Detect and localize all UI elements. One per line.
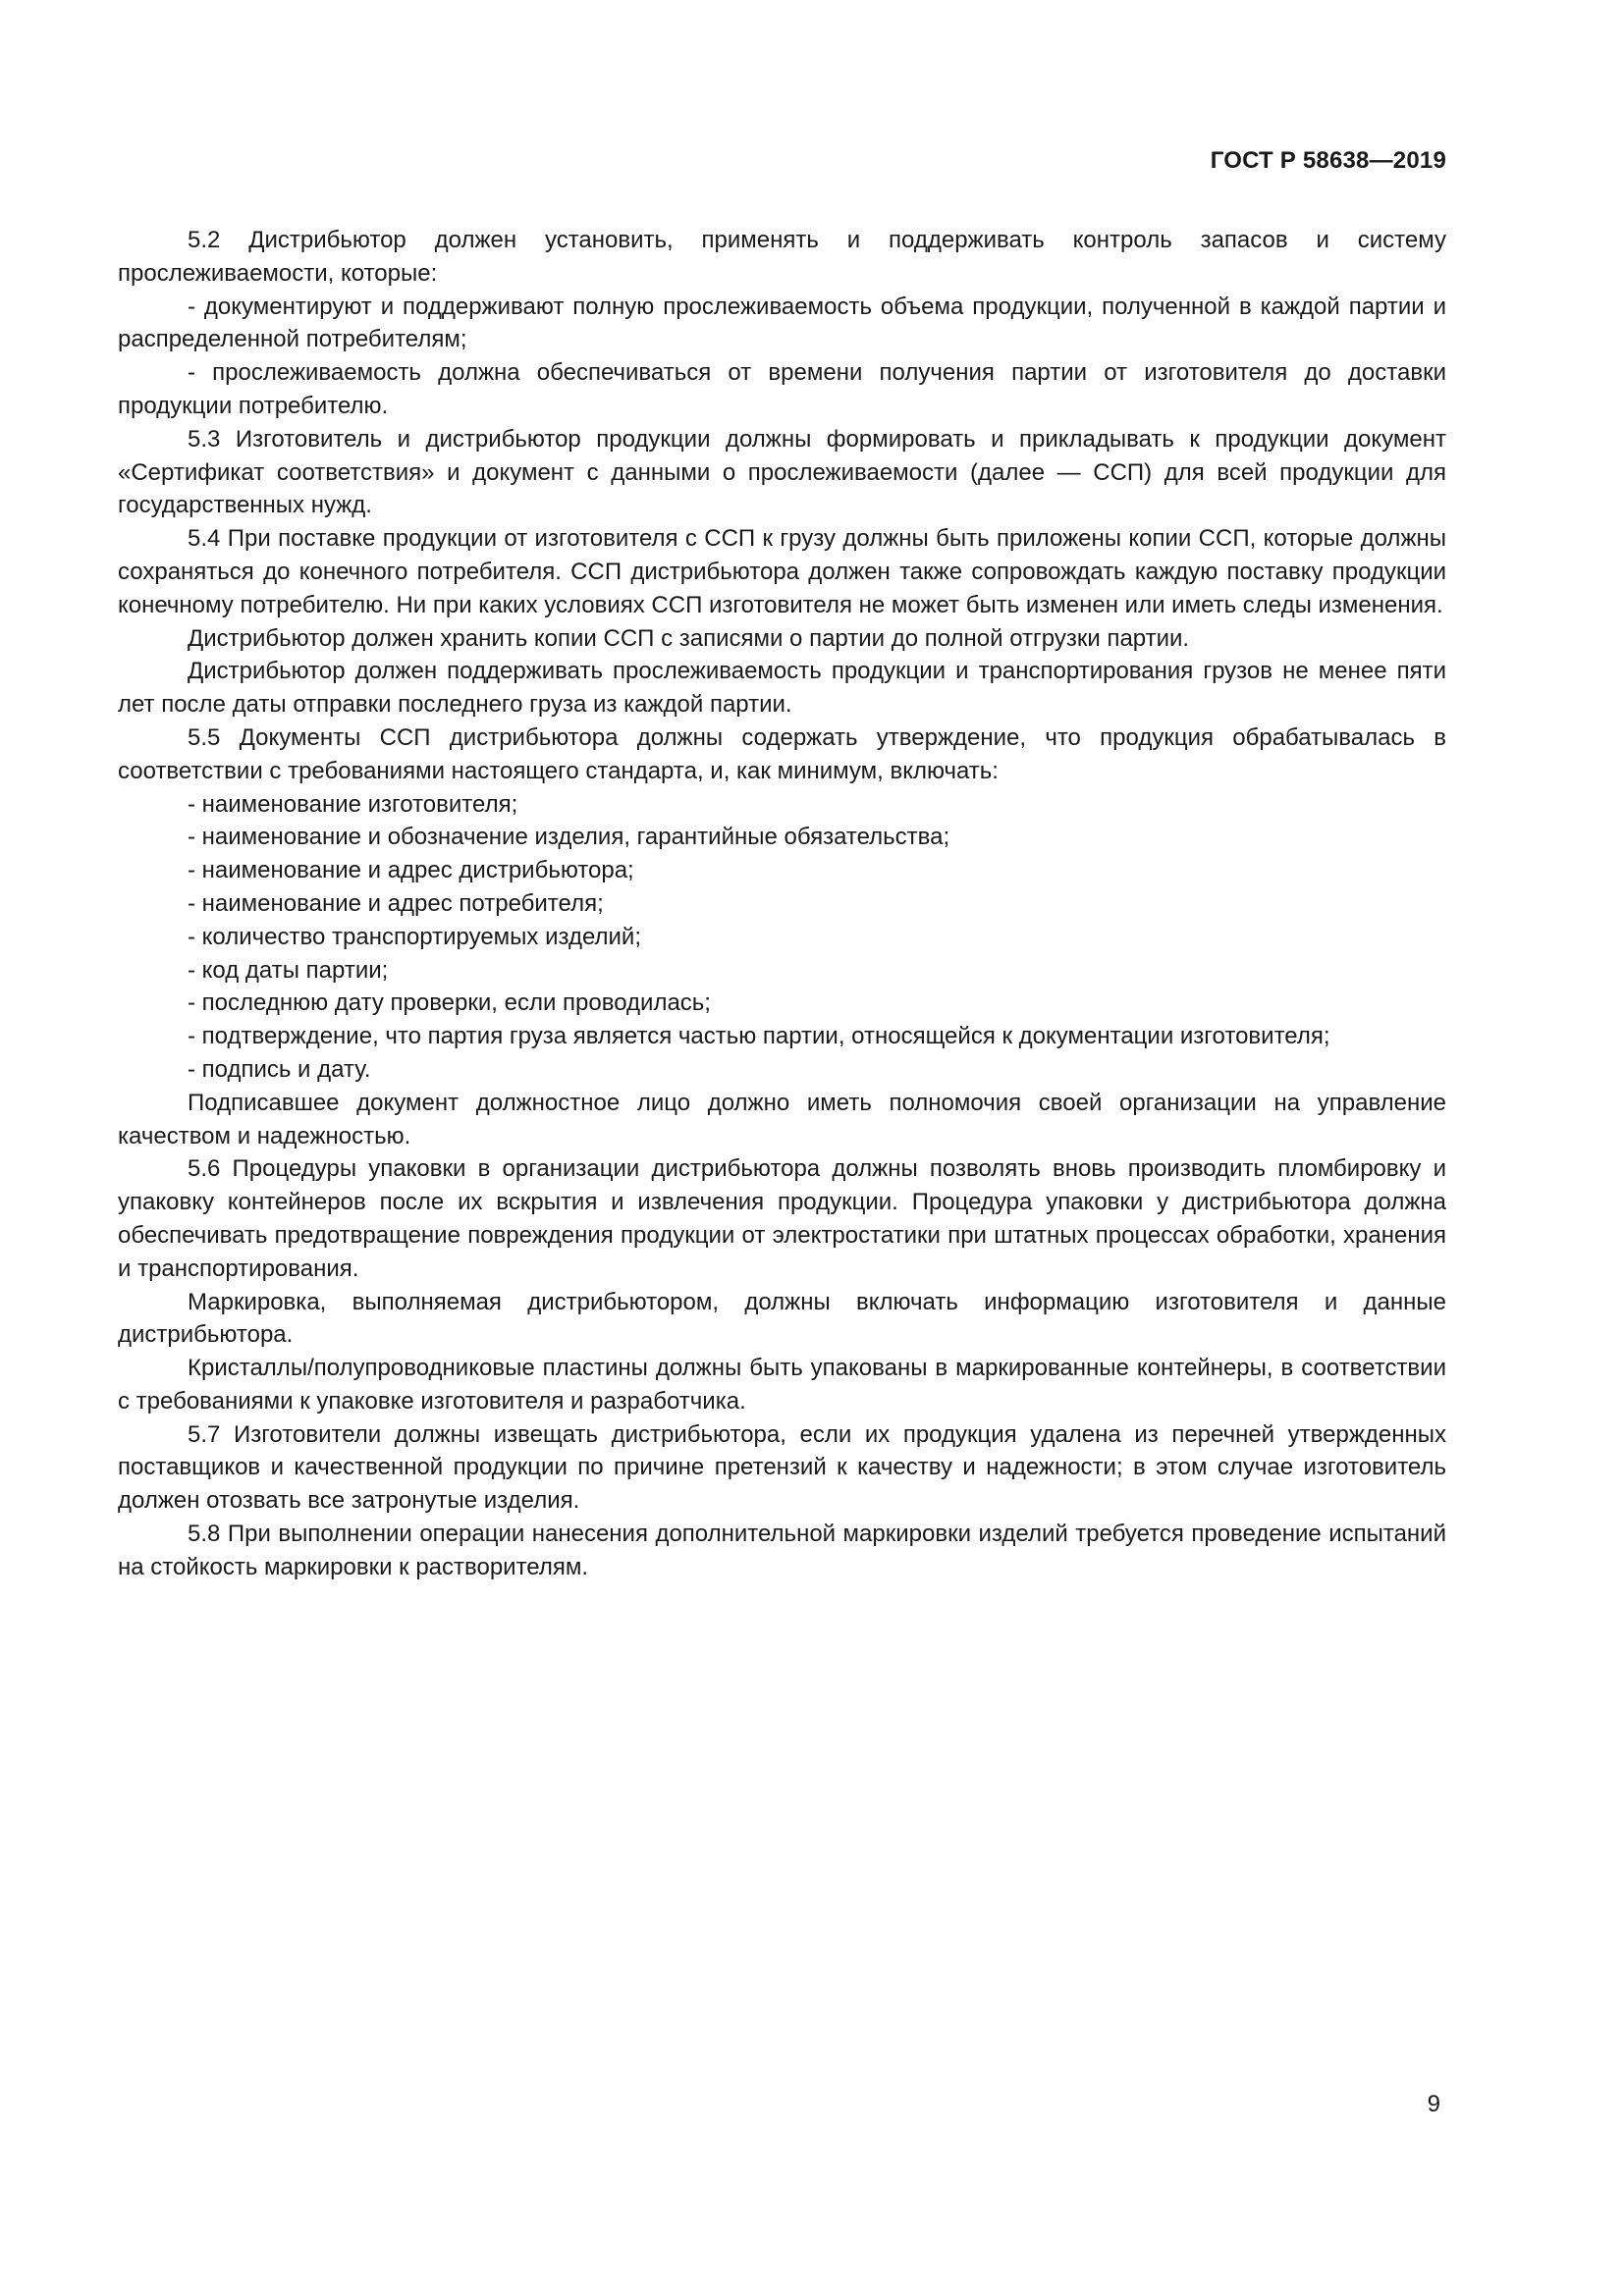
list-item: - наименование и адрес дистрибьютора; <box>188 857 634 884</box>
page-number: 9 <box>1427 2091 1440 2117</box>
list-item: - наименование и адрес потребителя; <box>188 889 604 917</box>
list-item: - прослеживаемость должна обеспечиваться от времени получения партии от изготовителя до доставки продукции потребителю. <box>118 359 1446 419</box>
paragraph: Маркировка, выполняемая дистрибьютором, должны включать информацию изготовителя и данные дистрибьютора. <box>118 1288 1446 1349</box>
paragraph: Кристаллы/полупроводниковые пластины должны быть упакованы в маркированные контейнеры, в соответствии с требованиями к упаковке изготовителя и разработчика. <box>118 1355 1446 1415</box>
paragraph-5-5: 5.5 Документы ССП дистрибьютора должны содержать утверждение, что продукция обрабатывалась в соответствии с требованиями настоящего стандарта, и, как минимум, включать: <box>118 723 1446 784</box>
paragraph-5-4: 5.4 При поставке продукции от изготовителя с ССП к грузу должны быть приложены копии ССП, которые должны сохраняться до конечного потребителя. ССП дистрибьютора должен также сопровождать каждую поставку продукции конечному потребителю. Ни при каких условиях ССП изготовителя не может быть изменен или иметь следы изменения. <box>118 525 1446 618</box>
list-item: - последнюю дату проверки, если проводилась; <box>188 989 711 1017</box>
document-header: ГОСТ Р 58638—2019 <box>1210 147 1446 174</box>
list-item: - подтверждение, что партия груза является частью партии, относящейся к документации изготовителя; <box>188 1023 1330 1050</box>
paragraph-5-2: 5.2 Дистрибьютор должен установить, применять и поддерживать контроль запасов и систему прослеживаемости, которые: <box>118 227 1446 287</box>
list-item: - код даты партии; <box>188 956 389 984</box>
paragraph-5-3: 5.3 Изготовитель и дистрибьютор продукции должны формировать и прикладывать к продукции документ «Сертификат соответствия» и документ с данными о прослеживаемости (далее — ССП) для всей продукции для государственных нужд. <box>118 425 1446 519</box>
list-item: - подпись и дату. <box>188 1055 371 1083</box>
list-item: - наименование изготовителя; <box>188 790 518 818</box>
paragraph-5-7: 5.7 Изготовители должны извещать дистрибьютора, если их продукция удалена из перечней утвержденных поставщиков и качественной продукции по причине претензий к качеству и надежности; в этом случае изготовитель должен отозвать все затронутые изделия. <box>118 1420 1446 1515</box>
document-body <box>118 224 1446 1584</box>
list-item: - наименование и обозначение изделия, гарантийные обязательства; <box>188 824 950 851</box>
paragraph-5-6: 5.6 Процедуры упаковки в организации дистрибьютора должны позволять вновь производить пломбировку и упаковку контейнеров после их вскрытия и извлечения продукции. Процедура упаковки у дистрибьютора должна обеспечивать предотвращение повреждения продукции от электростатики при штатных процессах обработки, хранения и транспортирования. <box>118 1155 1446 1282</box>
paragraph: Дистрибьютор должен поддерживать прослеживаемость продукции и транспортирования грузов не менее пяти лет после даты отправки последнего груза из каждой партии. <box>118 658 1446 719</box>
paragraph: Подписавшее документ должностное лицо должно иметь полномочия своей организации на управление качеством и надежностью. <box>118 1089 1446 1149</box>
list-item: - количество транспортируемых изделий; <box>188 923 641 950</box>
list-item: - документируют и поддерживают полную прослеживаемость объема продукции, полученной в каждой партии и распределенной потребителям; <box>118 293 1446 353</box>
paragraph: Дистрибьютор должен хранить копии ССП с записями о партии до полной отгрузки партии. <box>188 624 1190 652</box>
paragraph-5-8: 5.8 При выполнении операции нанесения дополнительной маркировки изделий требуется проведение испытаний на стойкость маркировки к растворителям. <box>118 1521 1446 1580</box>
